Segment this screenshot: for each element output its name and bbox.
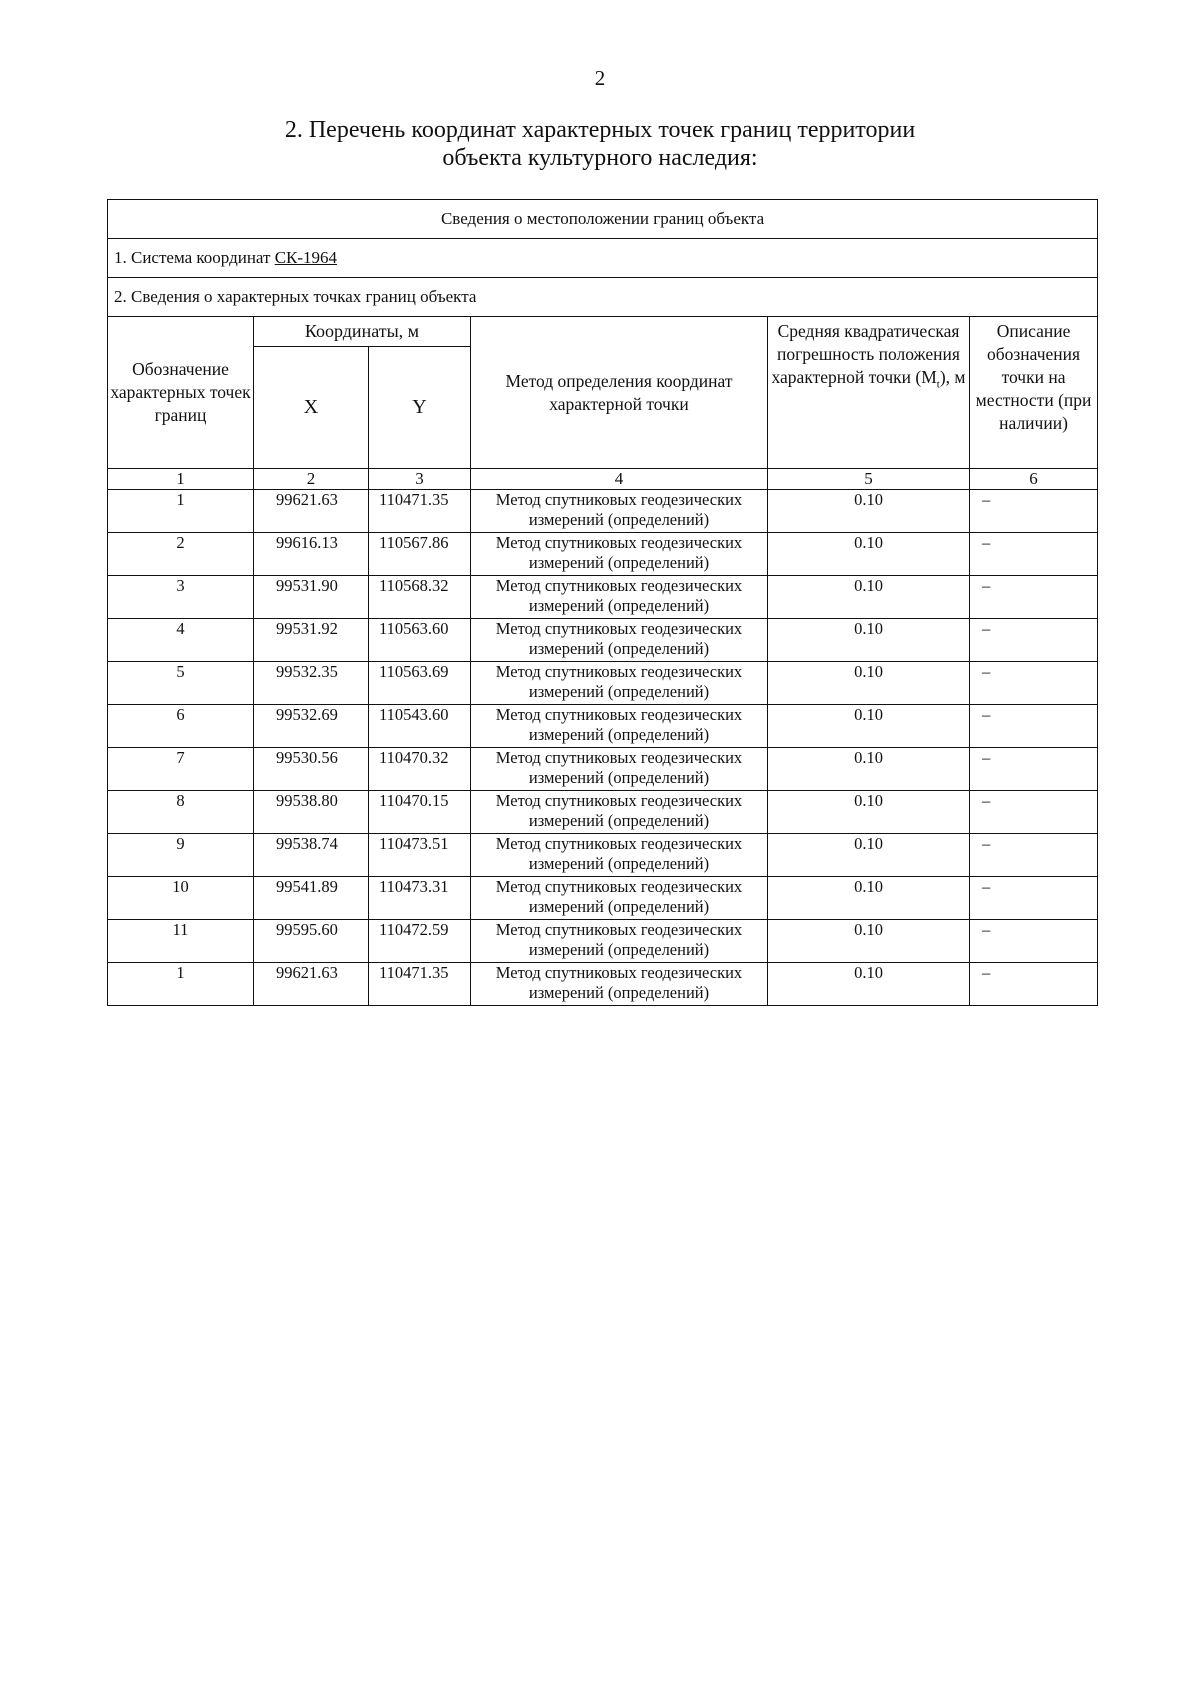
x-coordinate-cell: 99538.80 — [254, 791, 369, 834]
error-cell: 0.10 — [768, 619, 970, 662]
description-cell: – — [970, 490, 1098, 533]
error-cell: 0.10 — [768, 748, 970, 791]
table-row — [108, 963, 1098, 1006]
point-number-cell: 7 — [108, 748, 254, 791]
description-cell: – — [970, 576, 1098, 619]
title-line-2: объекта культурного наследия: — [442, 145, 758, 171]
method-cell: Метод спутниковых геодезических измерений (определений) — [471, 705, 768, 748]
method-cell: Метод спутниковых геодезических измерений (определений) — [471, 662, 768, 705]
coordinate-system-label: 1. Система координат — [114, 248, 275, 267]
points-header: 2. Сведения о характерных точках границ объекта — [108, 278, 1098, 317]
y-coordinate-cell: 110470.32 — [369, 748, 471, 791]
table-row — [108, 705, 1098, 748]
error-cell: 0.10 — [768, 963, 970, 1006]
description-cell: – — [970, 662, 1098, 705]
error-cell: 0.10 — [768, 705, 970, 748]
header-x: X — [254, 347, 369, 469]
x-coordinate-cell: 99621.63 — [254, 963, 369, 1006]
error-cell: 0.10 — [768, 877, 970, 920]
point-number-cell: 1 — [108, 490, 254, 533]
column-number: 6 — [970, 469, 1098, 490]
description-cell: – — [970, 619, 1098, 662]
header-coordinates: Координаты, м — [254, 317, 471, 347]
y-coordinate-cell: 110471.35 — [369, 490, 471, 533]
description-cell: – — [970, 920, 1098, 963]
header-designation: Обозначение характерных точек границ — [108, 317, 254, 469]
table-row — [108, 791, 1098, 834]
column-numbers-row — [108, 469, 1098, 490]
point-number-cell: 3 — [108, 576, 254, 619]
point-number-cell: 4 — [108, 619, 254, 662]
y-coordinate-cell: 110567.86 — [369, 533, 471, 576]
error-cell: 0.10 — [768, 791, 970, 834]
method-cell: Метод спутниковых геодезических измерений (определений) — [471, 791, 768, 834]
table-row — [108, 877, 1098, 920]
x-coordinate-cell: 99532.35 — [254, 662, 369, 705]
point-number-cell: 5 — [108, 662, 254, 705]
description-cell: – — [970, 963, 1098, 1006]
description-cell: – — [970, 705, 1098, 748]
method-cell: Метод спутниковых геодезических измерений (определений) — [471, 533, 768, 576]
point-number-cell: 9 — [108, 834, 254, 877]
table-row — [108, 490, 1098, 533]
y-coordinate-cell: 110472.59 — [369, 920, 471, 963]
method-cell: Метод спутниковых геодезических измерений (определений) — [471, 920, 768, 963]
section-header: Сведения о местоположении границ объекта — [108, 200, 1098, 239]
column-number: 5 — [768, 469, 970, 490]
table-row — [108, 619, 1098, 662]
x-coordinate-cell: 99541.89 — [254, 877, 369, 920]
description-cell: – — [970, 748, 1098, 791]
x-coordinate-cell: 99621.63 — [254, 490, 369, 533]
table-row — [108, 834, 1098, 877]
description-cell: – — [970, 877, 1098, 920]
y-coordinate-cell: 110543.60 — [369, 705, 471, 748]
coordinates-table — [107, 199, 1098, 1006]
method-cell: Метод спутниковых геодезических измерений (определений) — [471, 748, 768, 791]
error-cell: 0.10 — [768, 490, 970, 533]
column-number: 1 — [108, 469, 254, 490]
title-line-1: 2. Перечень координат характерных точек границ территории — [284, 117, 916, 143]
table-row — [108, 662, 1098, 705]
column-number: 3 — [369, 469, 471, 490]
error-cell: 0.10 — [768, 533, 970, 576]
header-error-subscript: t — [936, 378, 940, 391]
y-coordinate-cell: 110473.51 — [369, 834, 471, 877]
coordinate-system — [108, 239, 1098, 278]
y-coordinate-cell: 110471.35 — [369, 963, 471, 1006]
table-row — [108, 576, 1098, 619]
y-coordinate-cell: 110563.60 — [369, 619, 471, 662]
description-cell: – — [970, 791, 1098, 834]
column-number: 4 — [471, 469, 768, 490]
header-method: Метод определения координат характерной точки — [471, 317, 768, 469]
description-cell: – — [970, 533, 1098, 576]
table-row — [108, 533, 1098, 576]
x-coordinate-cell: 99531.90 — [254, 576, 369, 619]
header-error-text: Средняя квадратическая погрешность положения характерной точки (M — [771, 321, 960, 387]
point-number-cell: 8 — [108, 791, 254, 834]
x-coordinate-cell: 99616.13 — [254, 533, 369, 576]
description-cell: – — [970, 834, 1098, 877]
point-number-cell: 6 — [108, 705, 254, 748]
coordinate-system-name: СК-1964 — [274, 248, 338, 267]
header-error-unit: ), м — [939, 367, 966, 387]
header-error — [768, 317, 970, 469]
page-number: 2 — [594, 66, 606, 90]
column-number: 2 — [254, 469, 369, 490]
y-coordinate-cell: 110568.32 — [369, 576, 471, 619]
point-number-cell: 11 — [108, 920, 254, 963]
error-cell: 0.10 — [768, 576, 970, 619]
method-cell: Метод спутниковых геодезических измерений (определений) — [471, 619, 768, 662]
y-coordinate-cell: 110473.31 — [369, 877, 471, 920]
method-cell: Метод спутниковых геодезических измерений (определений) — [471, 576, 768, 619]
x-coordinate-cell: 99530.56 — [254, 748, 369, 791]
method-cell: Метод спутниковых геодезических измерений (определений) — [471, 834, 768, 877]
method-cell: Метод спутниковых геодезических измерений (определений) — [471, 490, 768, 533]
error-cell: 0.10 — [768, 834, 970, 877]
point-number-cell: 2 — [108, 533, 254, 576]
method-cell: Метод спутниковых геодезических измерений (определений) — [471, 963, 768, 1006]
y-coordinate-cell: 110563.69 — [369, 662, 471, 705]
table-row — [108, 920, 1098, 963]
x-coordinate-cell: 99595.60 — [254, 920, 369, 963]
point-number-cell: 10 — [108, 877, 254, 920]
table-row — [108, 748, 1098, 791]
error-cell: 0.10 — [768, 662, 970, 705]
header-y: Y — [369, 347, 471, 469]
header-description: Описание обозначения точки на местности (при наличии) — [970, 317, 1098, 469]
x-coordinate-cell: 99532.69 — [254, 705, 369, 748]
x-coordinate-cell: 99538.74 — [254, 834, 369, 877]
document-title — [0, 116, 1200, 172]
error-cell: 0.10 — [768, 920, 970, 963]
point-number-cell: 1 — [108, 963, 254, 1006]
x-coordinate-cell: 99531.92 — [254, 619, 369, 662]
y-coordinate-cell: 110470.15 — [369, 791, 471, 834]
method-cell: Метод спутниковых геодезических измерений (определений) — [471, 877, 768, 920]
